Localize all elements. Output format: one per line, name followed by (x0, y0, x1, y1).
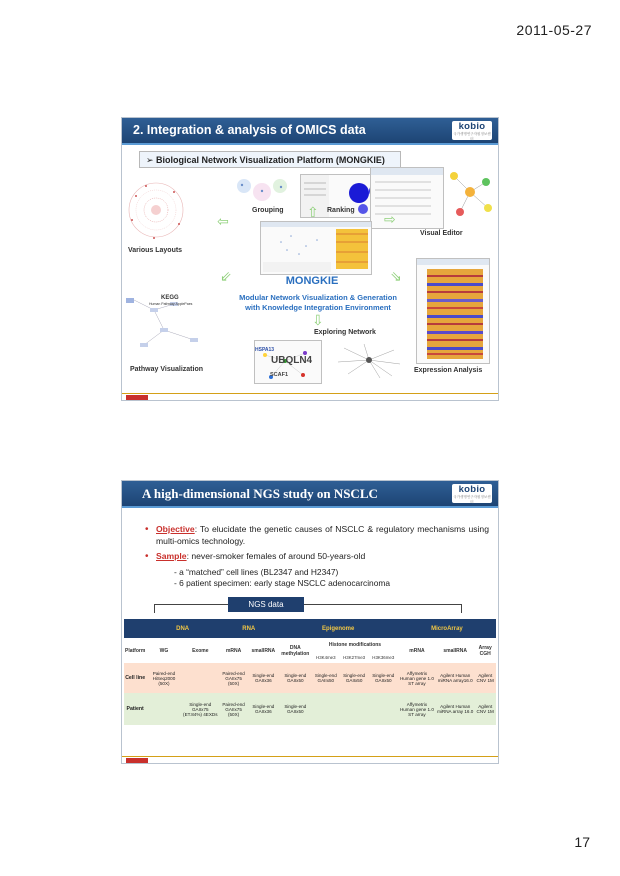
table-cell: Single-end GAIIx50 (369, 663, 398, 693)
table-category-row (124, 619, 496, 638)
arrow-icon: ⇨ (384, 211, 396, 227)
arrow-icon: ⇘ (390, 268, 402, 284)
column-header: mRNA (219, 638, 248, 663)
slide-title: 2. Integration & analysis of OMICS data (133, 123, 366, 137)
table-cell: Agilent Human miRNA array 16.0 (436, 693, 474, 725)
table-cell: Single-end GAIIx36 (248, 693, 278, 725)
colored-network-thumbnail (444, 168, 496, 228)
table-cell: Single-end GAIIx50 (279, 693, 313, 725)
arrow-icon: ⇩ (312, 312, 324, 328)
gene-scaf1-label: SCAF1 (270, 372, 289, 378)
table-cell: Single-end GAIIx50 (312, 663, 339, 693)
circular-network-graphic (124, 176, 184, 246)
table-cell (146, 693, 181, 725)
arrow-icon: ⇙ (220, 268, 232, 284)
various-layouts-label: Various Layouts (128, 247, 183, 254)
column-header: mRNA (398, 638, 436, 663)
grouping-thumbnail (232, 176, 292, 206)
column-header: Platform (124, 638, 146, 663)
page-date: 2011-05-27 (516, 22, 592, 38)
column-header: Array CGH (474, 638, 496, 663)
category-dna: DNA (146, 619, 219, 638)
gene-ubqln4-label: UBQLN4 (271, 355, 313, 366)
table-cell: Paired-end GAIIx75 (50X) (219, 663, 248, 693)
kobio-logo: kobio 국가생명연구자원정보센터 (453, 484, 491, 504)
column-header: Exome (182, 638, 219, 663)
row-header: Patient (124, 693, 146, 725)
arrow-icon: ⇦ (217, 213, 229, 229)
slide-footer (122, 393, 498, 400)
slide-footer (122, 756, 498, 763)
slide-ngs-study (121, 480, 499, 764)
sample-bullet: • Sample: never-smoker females of around 50-years-old (144, 551, 489, 563)
table-cell: Single-end GAIIx75 (ET.84%) 4EXDs (182, 693, 219, 725)
page-number: 17 (574, 834, 590, 850)
various-layouts-thumbnail (124, 176, 184, 246)
table-cell: Single-end GAIIx50 (340, 663, 369, 693)
table-cell: Affymetrix Human gene 1.0 ST array (398, 693, 436, 725)
table-cell: Single-end GAIIx36 (248, 663, 278, 693)
table-cell: Agilent CNV 1M (474, 663, 496, 693)
table-cell: Paired-end HiSeq2000 (50X) (146, 663, 181, 693)
table-cell: Affymetrix Human gene 1.0 ST array (398, 663, 436, 693)
mongkie-main-screenshot (260, 221, 372, 275)
mongkie-description: Modular Network Visualization & Generation with Knowledge Integration Environment (239, 293, 397, 312)
category-microarray: MicroArray (398, 619, 496, 638)
column-header: WG (146, 638, 181, 663)
bullet-list (144, 524, 489, 590)
mongkie-title: MONGKIE (285, 275, 339, 287)
exploring-network-thumbnail (334, 340, 404, 382)
grouping-label: Grouping (252, 207, 284, 214)
row-header: Cell line (124, 663, 146, 693)
slide-header (122, 118, 498, 145)
kegg-sublabel: Human Pathway ApplePaes (149, 302, 193, 306)
slide-omics-integration (121, 117, 499, 401)
column-header: DNA methylation (279, 638, 313, 663)
gene-hspa13-label: HSPA13 (255, 347, 275, 353)
visual-editor-thumbnail (370, 167, 444, 229)
column-subheader: H3K36me3 (369, 652, 398, 663)
table-cell: Agilent Human miRNA array16.0 (436, 663, 474, 693)
ngs-data-label: NGS data (228, 597, 304, 612)
table-row (124, 663, 496, 693)
expression-analysis-label: Expression Analysis (414, 367, 483, 374)
category-epigenome: Epigenome (279, 619, 398, 638)
table-cell: Paired-end GAIIx75 (50X) (219, 693, 248, 725)
column-subheader: H3K27me3 (340, 652, 369, 663)
ngs-data-table (124, 619, 496, 725)
visual-editor-label: Visual Editor (420, 230, 463, 237)
sample-subitem: - a “matched” cell lines (BL2347 and H2347) (174, 566, 339, 577)
table-cell: Agilent CNV 1M (474, 693, 496, 725)
kegg-label: KEGG (161, 295, 179, 301)
table-cell (369, 693, 398, 725)
ranking-label: Ranking (327, 207, 355, 214)
table-cell (340, 693, 369, 725)
kobio-logo: kobio 국가생명연구자원정보센터 (453, 121, 491, 141)
column-header: smallRNA (248, 638, 278, 663)
ngs-brace (154, 604, 462, 613)
table-cell: Single-end GAIIx50 (279, 663, 313, 693)
slide-header (122, 481, 498, 508)
table-header-row (124, 638, 496, 652)
column-subheader: H3K4me3 (312, 652, 339, 663)
objective-bullet: • Objective: To elucidate the genetic causes of NSCLC & regulatory mechanisms using multi-omics technology. (144, 524, 489, 547)
slide-subtitle: ➢ Biological Network Visualization Platform (MONGKIE) (139, 151, 401, 168)
table-cell (182, 663, 219, 693)
column-header: smallRNA (436, 638, 474, 663)
pathway-visualization-label: Pathway Visualization (130, 366, 204, 373)
table-row (124, 693, 496, 725)
expression-heatmap-thumbnail (416, 258, 490, 364)
exploring-network-label: Exploring Network (314, 329, 376, 336)
sample-subitem: - 6 patient specimen: early stage NSCLC adenocarcinoma (174, 578, 390, 588)
table-cell (312, 693, 339, 725)
slide-title: A high-dimensional NGS study on NSCLC (142, 486, 378, 501)
arrow-icon: ⇧ (307, 204, 319, 220)
column-header: Histone modifications (312, 638, 398, 652)
category-rna: RNA (219, 619, 279, 638)
